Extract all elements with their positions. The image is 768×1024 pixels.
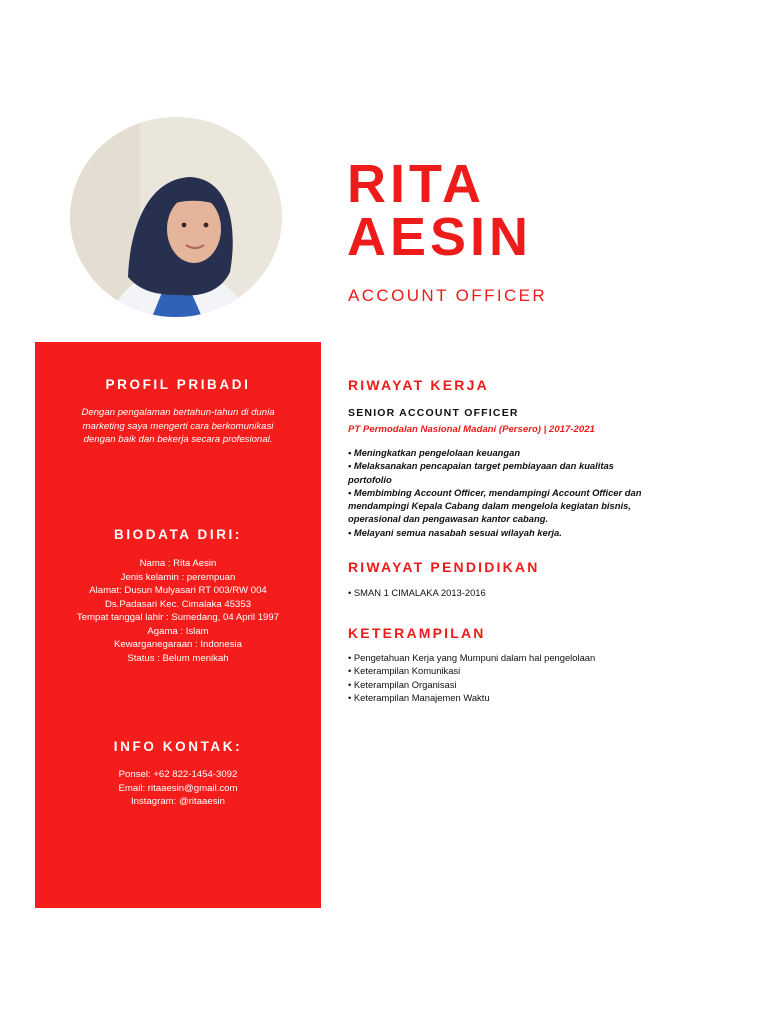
- education-heading: RIWAYAT PENDIDIKAN: [348, 559, 540, 575]
- skills-heading: KETERAMPILAN: [348, 625, 486, 641]
- work-position: SENIOR ACCOUNT OFFICER: [348, 407, 519, 419]
- contact-email: Email: ritaaesin@gmail.com: [118, 782, 238, 794]
- work-heading: RIWAYAT KERJA: [348, 377, 489, 393]
- list-item: • Keterampilan Manajemen Waktu: [348, 691, 490, 703]
- list-item: • SMAN 1 CIMALAKA 2013-2016: [348, 587, 486, 598]
- profile-text: [53, 406, 303, 447]
- profile-heading: PROFIL PRIBADI: [105, 377, 251, 392]
- candidate-name: [347, 154, 533, 267]
- biodata-line: Tempat tanggal lahir : Sumedang, 04 April 1997: [76, 612, 280, 623]
- biodata-line: Alamat: Dusun Mulyasari RT 003/RW 004: [89, 585, 267, 596]
- job-title-header: ACCOUNT OFFICER: [348, 286, 548, 305]
- contact-instagram: Instagram: @ritaaesin: [131, 796, 225, 807]
- biodata-line: Nama : Rita Aesin: [139, 558, 217, 569]
- work-duties: [348, 446, 720, 539]
- profile-photo: [70, 117, 282, 317]
- list-item: mendampingi Kepala Cabang dalam mengelola kegiatan bisnis,: [348, 500, 631, 512]
- sidebar: [35, 342, 321, 908]
- list-item: • Melayani semua nasabah sesuai wilayah kerja.: [348, 526, 562, 538]
- skills-list: [348, 651, 720, 704]
- profile-line: Dengan pengalaman bertahun-tahun di dunia: [81, 407, 275, 418]
- biodata-line: Ds.Padasari Kec. Cimalaka 45353: [104, 598, 252, 610]
- education-list: [348, 586, 720, 599]
- list-item: • Membimbing Account Officer, mendampingi Account Officer dan: [348, 486, 642, 498]
- contact-heading: INFO KONTAK:: [113, 739, 243, 754]
- name-first: RITA: [347, 154, 485, 214]
- list-item: • Keterampilan Organisasi: [348, 678, 457, 690]
- profile-photo-illustration: [70, 117, 282, 317]
- biodata-line: Agama : Islam: [147, 625, 209, 637]
- name-last: AESIN: [347, 207, 533, 267]
- profile-line: marketing saya mengerti cara berkomunikasi: [82, 420, 274, 432]
- biodata-line: Jenis kelamin : perempuan: [120, 571, 236, 583]
- work-company: PT Permodalan Nasional Madani (Persero) | 2017-2021: [348, 424, 595, 435]
- contact-phone: Ponsel: +62 822-1454-3092: [118, 769, 238, 780]
- list-item: • Melaksanakan pencapaian target pembiayaan dan kualitas: [348, 460, 614, 472]
- list-item: operasional dan pengawasan kantor cabang.: [348, 513, 549, 525]
- list-item: portofolio: [348, 473, 392, 485]
- list-item: • Meningkatkan pengelolaan keuangan: [348, 447, 521, 458]
- biodata-line: Status : Belum menikah: [127, 652, 229, 664]
- biodata-list: [53, 557, 303, 665]
- contact-list: [53, 768, 303, 809]
- biodata-line: Kewarganegaraan : Indonesia: [113, 639, 242, 650]
- list-item: • Pengetahuan Kerja yang Mumpuni dalam hal pengelolaan: [348, 652, 596, 663]
- biodata-heading: BIODATA DIRI:: [113, 527, 243, 542]
- profile-line: dengan baik dan bekerja secara profesional.: [83, 434, 273, 445]
- list-item: • Keterampilan Komunikasi: [348, 665, 461, 677]
